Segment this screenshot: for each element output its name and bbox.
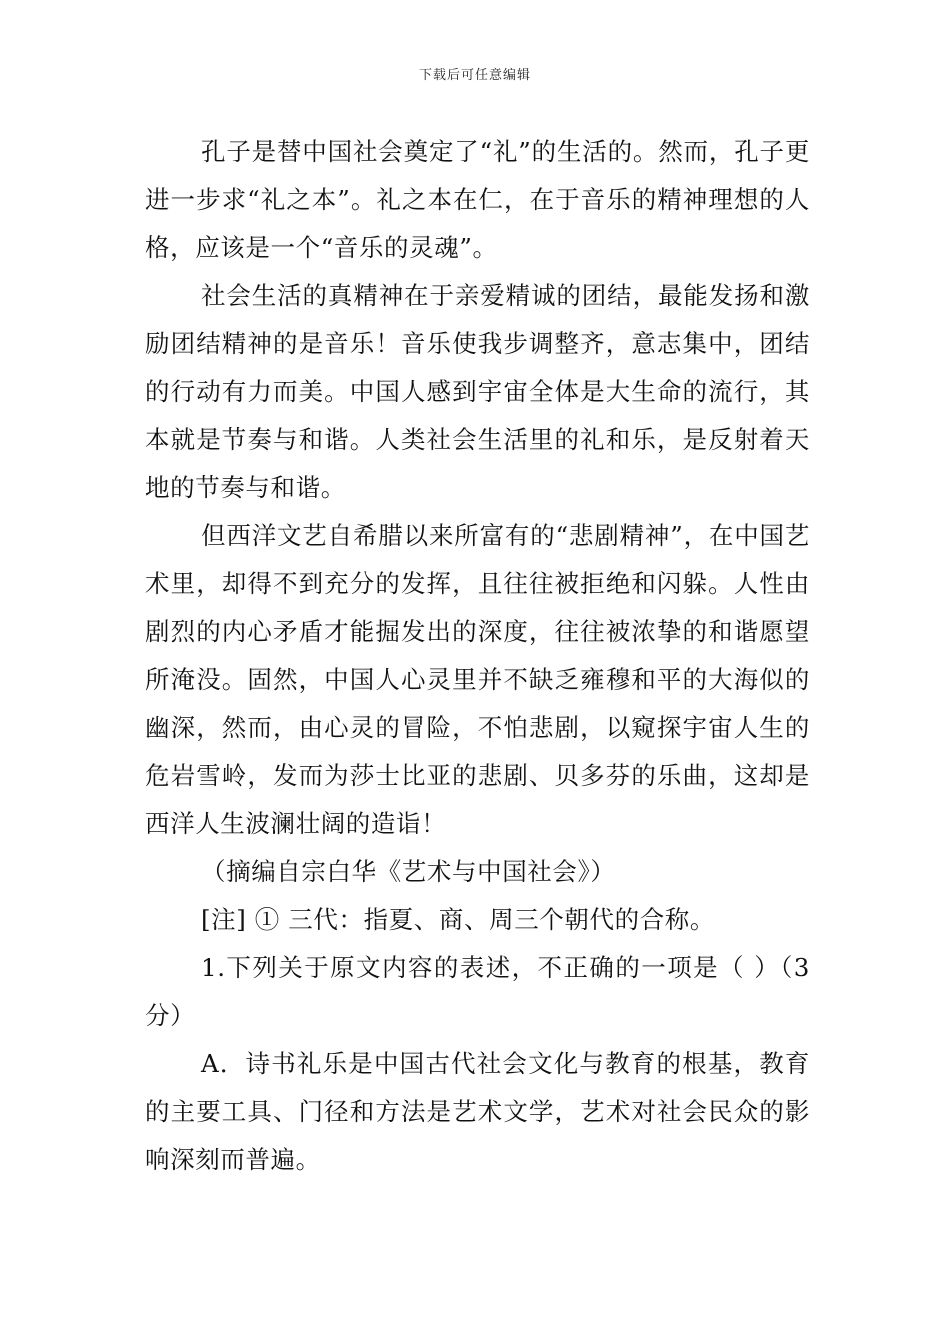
paragraph-2: 社会生活的真精神在于亲爱精诚的团结，最能发扬和激励团结精神的是音乐！音乐使我步调整齐，意志集中，团结的行动有力而美。中国人感到宇宙全体是大生命的流行，其本就是节奏与和谐。人类社会生活里的礼和乐，是反射着天地的节奏与和谐。 [145,281,810,502]
question-option-a: A．诗书礼乐是中国古代社会文化与教育的根基，教育的主要工具、门径和方法是艺术文学，艺术对社会民众的影响深刻而普遍。 [145,1049,810,1174]
paragraph-1: 孔子是替中国社会奠定了“礼”的生活的。然而，孔子更进一步求“礼之本”。礼之本在仁，在于音乐的精神理想的人格，应该是一个“音乐的灵魂”。 [145,137,810,262]
source-citation: （摘编自宗白华《艺术与中国社会》） [201,857,616,886]
question-stem: 1.下列关于原文内容的表述，不正确的一项是（ ）（3分） [145,953,810,1030]
footnote: [注] ① 三代：指夏、商、周三个朝代的合称。 [201,905,715,934]
page-header: 下载后可任意编辑 [418,68,531,83]
paragraph-3: 但西洋文艺自希腊以来所富有的“悲剧精神”，在中国艺术里，却得不到充分的发挥，且往往被拒绝和闪躲。人性由剧烈的内心矛盾才能掘发出的深度，往往被浓挚的和谐愿望所淹没。固然，中国人心灵里并不缺乏雍穆和平的大海似的幽深，然而，由心灵的冒险，不怕悲剧，以窥探宇宙人生的危岩雪岭，发而为莎士比亚的悲剧、贝多芬的乐曲，这却是西洋人生波澜壮阔的造诣！ [145,521,810,838]
document-body [145,128,810,1184]
